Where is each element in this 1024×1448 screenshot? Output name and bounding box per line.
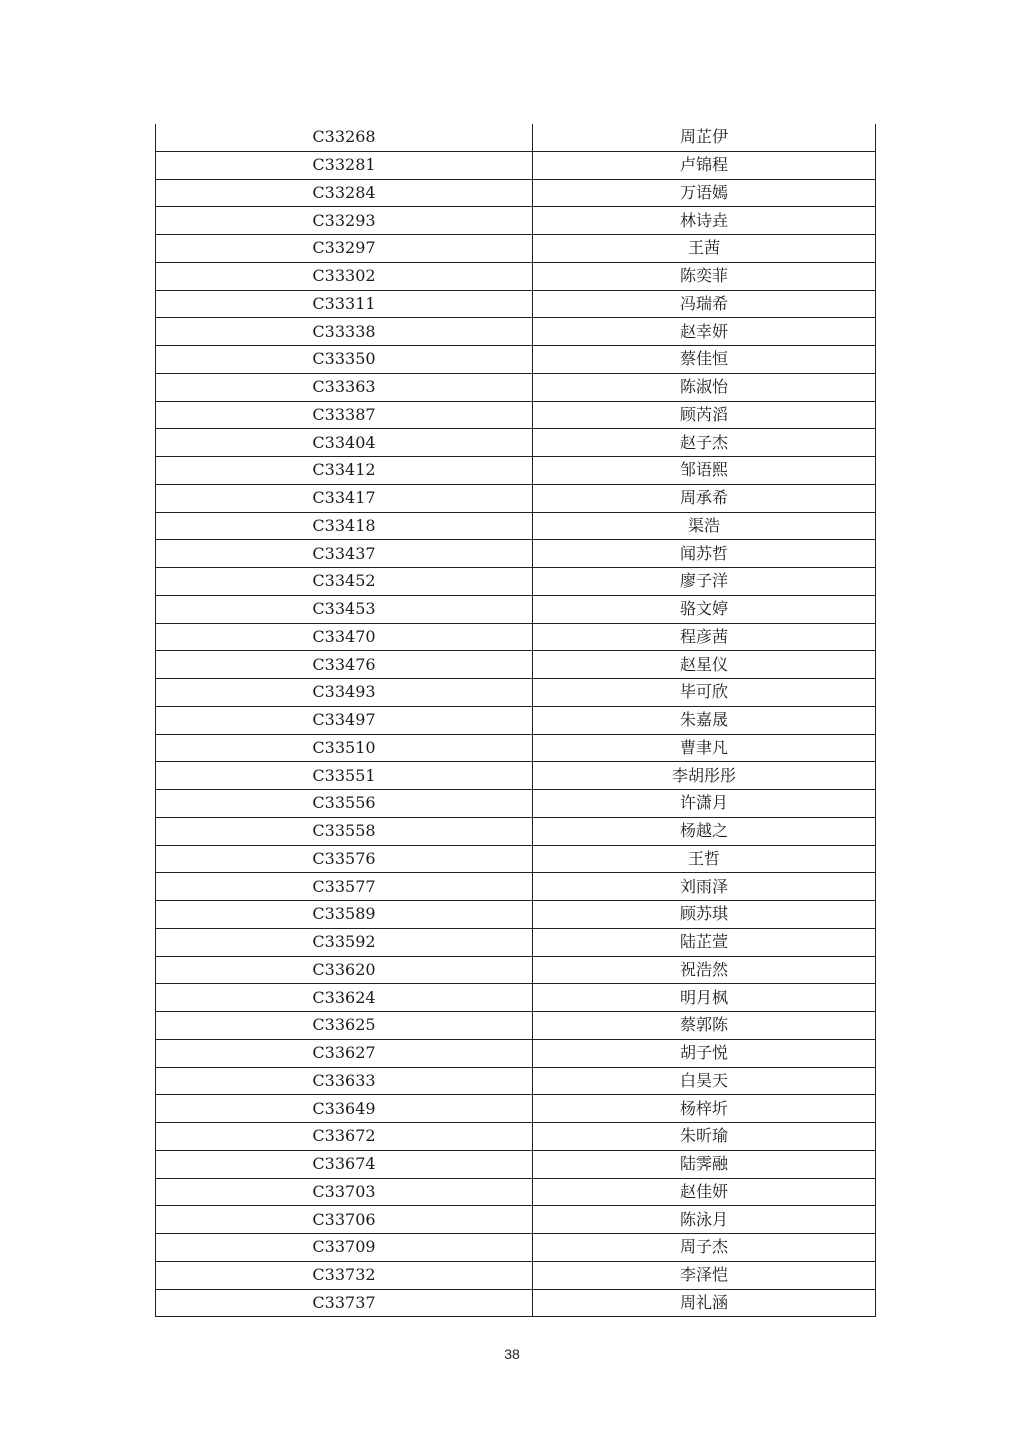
student-name-cell: 蔡佳恒 <box>533 346 876 374</box>
student-name-cell: 杨梓圻 <box>533 1095 876 1123</box>
student-name-cell: 顾芮滔 <box>533 401 876 429</box>
table-row <box>156 1123 876 1151</box>
student-name-cell: 陆霁融 <box>533 1150 876 1178</box>
student-id-cell: C33709 <box>156 1234 533 1262</box>
student-id-cell: C33625 <box>156 1012 533 1040</box>
student-name-cell: 赵幸妍 <box>533 318 876 346</box>
student-id-cell: C33556 <box>156 790 533 818</box>
student-name-cell: 赵子杰 <box>533 429 876 457</box>
student-id-cell: C33620 <box>156 956 533 984</box>
student-name-cell: 王茜 <box>533 235 876 263</box>
table-row <box>156 429 876 457</box>
student-name-cell: 廖子洋 <box>533 568 876 596</box>
table-row <box>156 845 876 873</box>
table-row <box>156 1067 876 1095</box>
student-id-cell: C33418 <box>156 512 533 540</box>
student-name-cell: 闻苏哲 <box>533 540 876 568</box>
table-row <box>156 151 876 179</box>
student-id-cell: C33737 <box>156 1289 533 1317</box>
table-row <box>156 623 876 651</box>
table-row <box>156 346 876 374</box>
student-id-cell: C33510 <box>156 734 533 762</box>
table-row <box>156 817 876 845</box>
student-name-cell: 陆芷萱 <box>533 928 876 956</box>
student-id-cell: C33624 <box>156 984 533 1012</box>
student-id-cell: C33404 <box>156 429 533 457</box>
student-id-cell: C33302 <box>156 262 533 290</box>
student-name-cell: 顾苏琪 <box>533 901 876 929</box>
table-row <box>156 1261 876 1289</box>
table-row <box>156 262 876 290</box>
table-row <box>156 1206 876 1234</box>
student-name-cell: 陈淑怡 <box>533 373 876 401</box>
student-id-cell: C33732 <box>156 1261 533 1289</box>
student-id-cell: C33387 <box>156 401 533 429</box>
student-name-cell: 白昊天 <box>533 1067 876 1095</box>
table-row <box>156 762 876 790</box>
student-name-cell: 赵星仪 <box>533 651 876 679</box>
student-name-cell: 林诗垚 <box>533 207 876 235</box>
table-row <box>156 1234 876 1262</box>
student-id-cell: C33493 <box>156 679 533 707</box>
table-row <box>156 901 876 929</box>
student-id-cell: C33338 <box>156 318 533 346</box>
table-row <box>156 484 876 512</box>
table-row <box>156 568 876 596</box>
student-name-cell: 朱嘉晟 <box>533 706 876 734</box>
student-name-cell: 杨越之 <box>533 817 876 845</box>
student-name-cell: 祝浩然 <box>533 956 876 984</box>
table-row <box>156 373 876 401</box>
student-name-cell: 蔡郭陈 <box>533 1012 876 1040</box>
student-id-cell: C33577 <box>156 873 533 901</box>
student-id-cell: C33281 <box>156 151 533 179</box>
table-row <box>156 290 876 318</box>
table-row <box>156 595 876 623</box>
student-name-cell: 许潇月 <box>533 790 876 818</box>
student-id-cell: C33268 <box>156 124 533 151</box>
student-id-cell: C33476 <box>156 651 533 679</box>
table-row <box>156 1012 876 1040</box>
student-name-cell: 周承希 <box>533 484 876 512</box>
student-id-cell: C33576 <box>156 845 533 873</box>
table-row <box>156 790 876 818</box>
student-id-cell: C33551 <box>156 762 533 790</box>
table-row <box>156 457 876 485</box>
student-name-cell: 卢锦程 <box>533 151 876 179</box>
table-row <box>156 1039 876 1067</box>
student-id-cell: C33470 <box>156 623 533 651</box>
student-name-cell: 陈泳月 <box>533 1206 876 1234</box>
table-row <box>156 734 876 762</box>
student-id-cell: C33363 <box>156 373 533 401</box>
table-row <box>156 540 876 568</box>
student-name-cell: 周芷伊 <box>533 124 876 151</box>
student-name-cell: 陈奕菲 <box>533 262 876 290</box>
student-name-cell: 周子杰 <box>533 1234 876 1262</box>
student-name-cell: 周礼涵 <box>533 1289 876 1317</box>
table-row <box>156 873 876 901</box>
student-id-cell: C33417 <box>156 484 533 512</box>
roster-table <box>155 124 876 1317</box>
student-name-cell: 毕可欣 <box>533 679 876 707</box>
table-row <box>156 679 876 707</box>
table-row <box>156 235 876 263</box>
student-id-cell: C33452 <box>156 568 533 596</box>
student-name-cell: 胡子悦 <box>533 1039 876 1067</box>
page-number: 38 <box>504 1346 520 1362</box>
student-id-cell: C33293 <box>156 207 533 235</box>
table-row <box>156 207 876 235</box>
student-name-cell: 李泽恺 <box>533 1261 876 1289</box>
student-name-cell: 明月枫 <box>533 984 876 1012</box>
student-id-cell: C33453 <box>156 595 533 623</box>
roster-table-body <box>156 124 876 1317</box>
student-name-cell: 渠浩 <box>533 512 876 540</box>
student-id-cell: C33558 <box>156 817 533 845</box>
student-name-cell: 曹聿凡 <box>533 734 876 762</box>
table-row <box>156 706 876 734</box>
student-id-cell: C33412 <box>156 457 533 485</box>
table-row <box>156 401 876 429</box>
student-id-cell: C33297 <box>156 235 533 263</box>
table-row <box>156 1289 876 1317</box>
student-name-cell: 赵佳妍 <box>533 1178 876 1206</box>
student-id-cell: C33589 <box>156 901 533 929</box>
table-row <box>156 984 876 1012</box>
student-id-cell: C33311 <box>156 290 533 318</box>
table-row <box>156 1150 876 1178</box>
student-name-cell: 程彦茜 <box>533 623 876 651</box>
student-name-cell: 骆文婷 <box>533 595 876 623</box>
student-id-cell: C33497 <box>156 706 533 734</box>
student-id-cell: C33627 <box>156 1039 533 1067</box>
student-id-cell: C33703 <box>156 1178 533 1206</box>
table-row <box>156 124 876 151</box>
student-name-cell: 万语嫣 <box>533 179 876 207</box>
student-id-cell: C33672 <box>156 1123 533 1151</box>
student-id-cell: C33350 <box>156 346 533 374</box>
table-row <box>156 512 876 540</box>
student-name-cell: 朱昕瑜 <box>533 1123 876 1151</box>
table-row <box>156 179 876 207</box>
table-row <box>156 651 876 679</box>
student-id-cell: C33649 <box>156 1095 533 1123</box>
student-id-cell: C33592 <box>156 928 533 956</box>
student-name-cell: 邹语熙 <box>533 457 876 485</box>
student-name-cell: 王哲 <box>533 845 876 873</box>
table-row <box>156 318 876 346</box>
student-id-cell: C33284 <box>156 179 533 207</box>
student-id-cell: C33674 <box>156 1150 533 1178</box>
student-id-cell: C33633 <box>156 1067 533 1095</box>
table-row <box>156 1178 876 1206</box>
table-row <box>156 1095 876 1123</box>
student-id-cell: C33437 <box>156 540 533 568</box>
student-id-cell: C33706 <box>156 1206 533 1234</box>
table-row <box>156 956 876 984</box>
student-name-cell: 冯瑞希 <box>533 290 876 318</box>
student-name-cell: 李胡彤彤 <box>533 762 876 790</box>
table-row <box>156 928 876 956</box>
student-name-cell: 刘雨泽 <box>533 873 876 901</box>
